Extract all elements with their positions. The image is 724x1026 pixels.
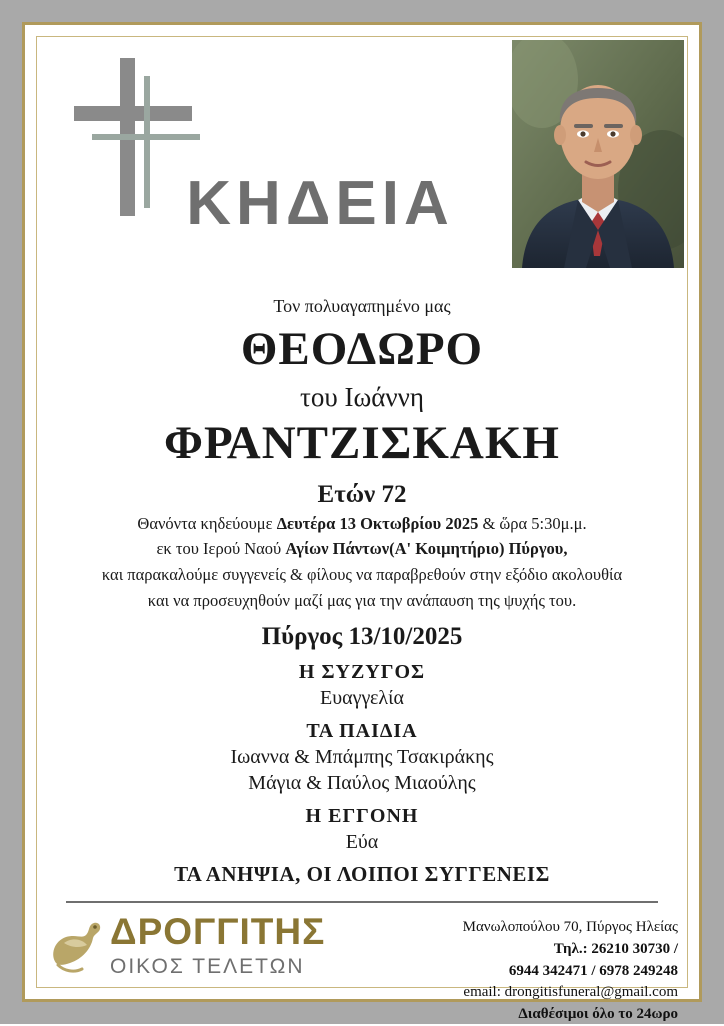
relatives-heading: ΤΑ ΠΑΙΔΙΑ — [306, 720, 418, 743]
deceased-first-name: ΘΕΟΔΩΡΟ — [240, 323, 484, 375]
service-line-1-post: & ὥρα 5:30μ.μ. — [478, 513, 587, 533]
portrait-photo — [512, 40, 684, 268]
poster-content — [40, 40, 684, 1023]
brand-subtitle: ΟΙΚΟΣ ΤΕΛΕΤΩΝ — [110, 955, 305, 979]
page-title: ΚΗΔΕΙΑ — [186, 169, 454, 238]
place-and-date: Πύργος 13/10/2025 — [261, 623, 463, 651]
service-line-4: και να προσευχηθούν μαζί μας για την ανάπαυση της ψυχής του. — [147, 590, 577, 610]
relative-name: Ευαγγελία — [320, 687, 404, 710]
relatives-final-line: ΤΑ ΑΝΗΨΙΑ, ΟΙ ΛΟΙΠΟΙ ΣΥΓΓΕΝΕΙΣ — [174, 862, 550, 887]
intro-line: Τον πολυαγαπημένο μας — [273, 296, 451, 316]
announcement-body — [40, 296, 684, 887]
relative-name: Εύα — [345, 831, 379, 854]
relatives-group-1 — [40, 720, 684, 795]
service-line-2 — [40, 539, 684, 560]
contact-block — [463, 913, 678, 1026]
funeral-home-brand — [46, 913, 325, 979]
poster-header — [40, 40, 684, 290]
dove-icon — [46, 915, 104, 977]
service-line-2-pre: εκ του Ιερού Ναού — [156, 539, 286, 559]
contact-availability: Διαθέσιμοι όλο το 24ωρο — [518, 1006, 678, 1023]
contact-mobiles: 6944 342471 / 6978 249248 — [508, 962, 678, 979]
relative-name: Ιωαννα & Μπάμπης Τσακιράκης — [230, 746, 494, 769]
contact-email[interactable]: email: drongitisfuneral@gmail.com — [463, 984, 678, 1001]
relatives-heading: Η ΣΥΖΥΓΟΣ — [298, 661, 426, 684]
relatives-group-2 — [40, 805, 684, 854]
relatives-heading: Η ΕΓΓΟΝΗ — [305, 805, 419, 828]
service-line-1 — [40, 514, 684, 535]
brand-name: ΔΡΟΓΓΙΤΗΣ — [110, 911, 326, 953]
brand-text-block — [110, 913, 325, 979]
service-church: Αγίων Πάντων(Α' Κοιμητήριο) Πύργου, — [285, 539, 568, 559]
deceased-patronymic: του Ιωάννη — [300, 382, 424, 413]
service-datetime: Δευτέρα 13 Οκτωβρίου 2025 — [276, 513, 479, 533]
relatives-group-0 — [40, 661, 684, 710]
footer-divider — [66, 901, 658, 903]
poster-footer — [40, 913, 684, 1026]
relative-name: Μάγια & Παύλος Μιαούλης — [248, 772, 476, 795]
deceased-age: Ετών 72 — [317, 480, 407, 508]
contact-address: Μανωλοπούλου 70, Πύργος Ηλείας — [462, 919, 678, 936]
service-line-3: και παρακαλούμε συγγενείς & φίλους να παραβρεθούν στην εξόδιο ακολουθία — [101, 564, 623, 584]
service-line-1-pre: Θανόντα κηδεύουμε — [137, 513, 277, 533]
contact-phone: Τηλ.: 26210 30730 / — [553, 940, 678, 957]
deceased-surname: ΦΡΑΝΤΖΙΣΚΑΚΗ — [164, 417, 560, 470]
